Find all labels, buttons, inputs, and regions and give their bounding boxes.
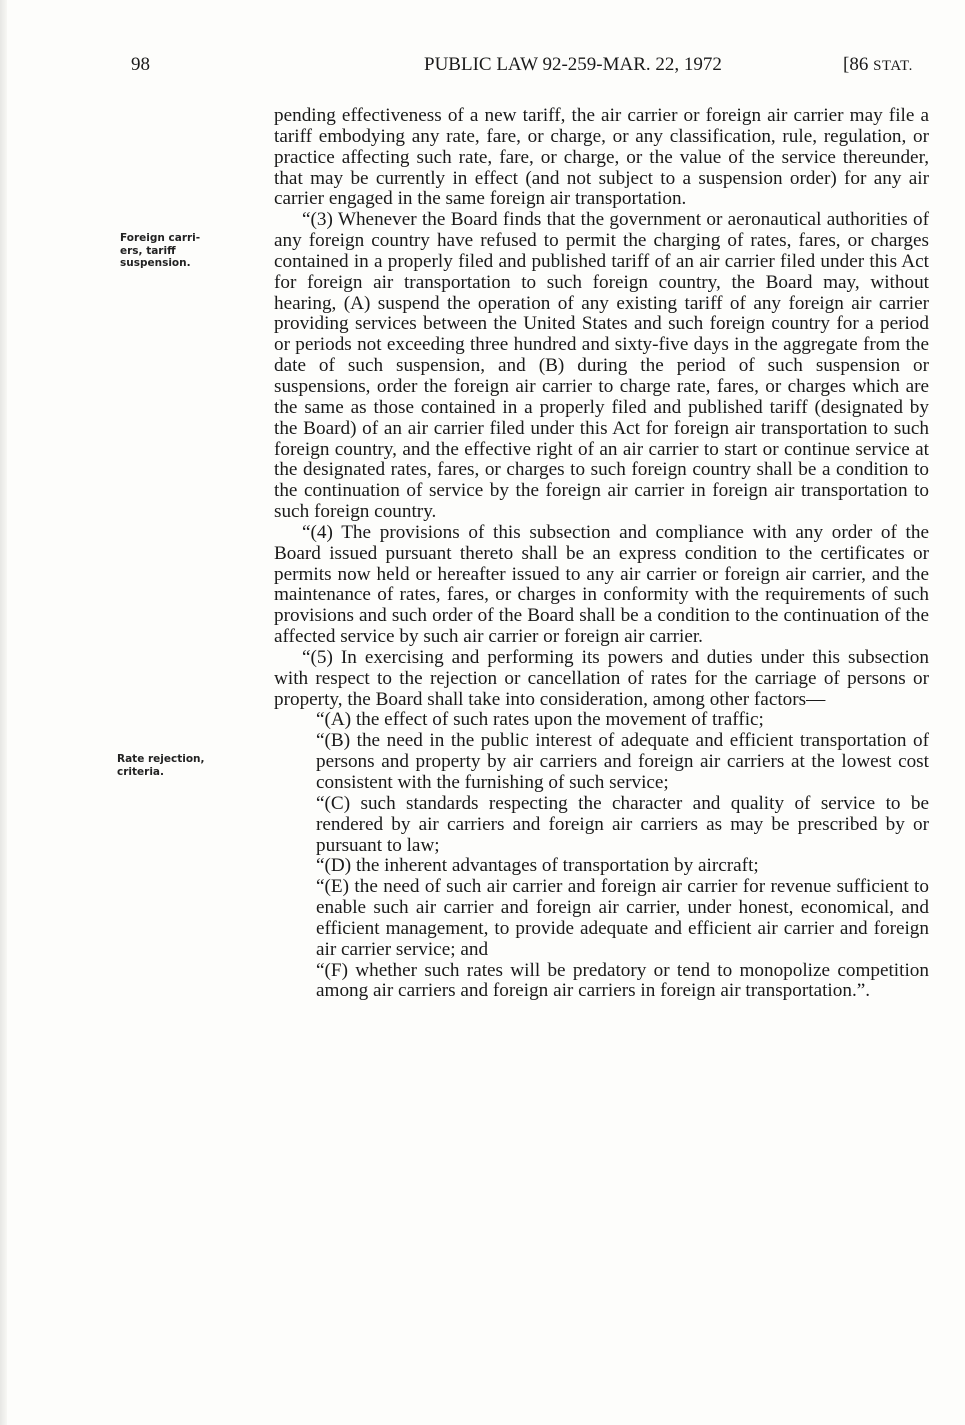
running-header — [131, 52, 931, 78]
margin-note-line: suspension. — [120, 257, 191, 269]
margin-note-line: ers, tariff — [120, 244, 176, 257]
clause-b: “(B) the need in the public interest of adequate and efficient transportation of persons and property by air carriers and foreign air carriers at the lowest cost consistent with the furnishing of such service; — [316, 730, 929, 793]
statute-reference-suffix: STAT. — [873, 58, 913, 74]
statute-reference-prefix: [86 — [843, 54, 874, 75]
clause-f: “(F) whether such rates will be predatory or tend to monopolize competition among air carriers and foreign air carriers in foreign air transportation.”. — [316, 959, 929, 1002]
margin-note-foreign-carriers — [120, 232, 260, 270]
clause-d: “(D) the inherent advantages of transportation by aircraft; — [316, 855, 759, 877]
paragraph-4: “(4) The provisions of this subsection and compliance with any order of the Board issued pursuant thereto shall be an express condition to the certificates or permits now held or hereafter issued to any air carrier or foreign air carrier, and the maintenance of rates, fares, or charges in conformity with the requirements of such provisions and such order of the Board shall be a condition to the continuation of the affected service by such air carrier or foreign air carrier. — [274, 521, 929, 648]
statute-reference — [843, 52, 913, 79]
clause-a: “(A) the effect of such rates upon the movement of traffic; — [316, 709, 764, 731]
page-edge-shadow — [0, 0, 7, 1425]
running-title: PUBLIC LAW 92-259-MAR. 22, 1972 — [424, 54, 722, 75]
clause-e: “(E) the need of such air carrier and foreign air carrier for revenue sufficient to enable such air carrier and foreign air carrier, under honest, economical, and efficient management, to provide adequate and efficient air carrier and foreign air carrier service; and — [316, 876, 929, 960]
margin-note-line: Rate rejection, — [117, 753, 205, 765]
paragraph-5: “(5) In exercising and performing its powers and duties under this subsection with respect to the rejection or cancellation of rates for the carriage of persons or property, the Board shall take into consideration, among other factors— — [274, 646, 929, 710]
body-text — [274, 106, 929, 1002]
margin-note-line: criteria. — [117, 765, 164, 778]
clause-c: “(C) such standards respecting the character and quality of service to be rendered by air carriers and foreign air carriers as may be prescribed by or pursuant to law; — [316, 792, 929, 856]
margin-note-line: Foreign carri- — [120, 232, 201, 244]
paragraph-continued: pending effectiveness of a new tariff, the air carrier or foreign air carrier may file a tariff embodying any rate, fare, or charge, or any classification, rule, regulation, or practice affecting such rate, fare, or charge, or the value of the service thereunder, that may be currently in effect (and not subject to a suspension order) for any air carrier engaged in the same foreign air transportation. — [274, 105, 929, 210]
margin-note-rate-rejection — [117, 753, 267, 778]
page-number: 98 — [131, 54, 150, 75]
paragraph-3: “(3) Whenever the Board finds that the government or aeronautical authorities of any foreign country have refused to permit the charging of rates, fares, or charges contained in a properly filed and published tariff of an air carrier filed under this Act for foreign air transportation to such foreign country, the Board may, without hearing, (A) suspend the operation of any existing tariff of any foreign air carrier providing services between the United States and such foreign country for a period or periods not exceeding three hundred and sixty-five days in the aggregate from the date of such suspension, and (B) during the period of such suspension or suspensions, order the foreign air carrier to charge rate, fares, or charges which are the same as those contained in a properly filed and published tariff (designated by the Board) of an air carrier filed under this Act for foreign air transportation to such foreign country, and the effective right of an air carrier to start or continue service at the designated rates, fares, or charges to such foreign country shall be a condition to the continuation of service by the foreign air carrier in foreign air transportation to such foreign country. — [274, 209, 929, 523]
